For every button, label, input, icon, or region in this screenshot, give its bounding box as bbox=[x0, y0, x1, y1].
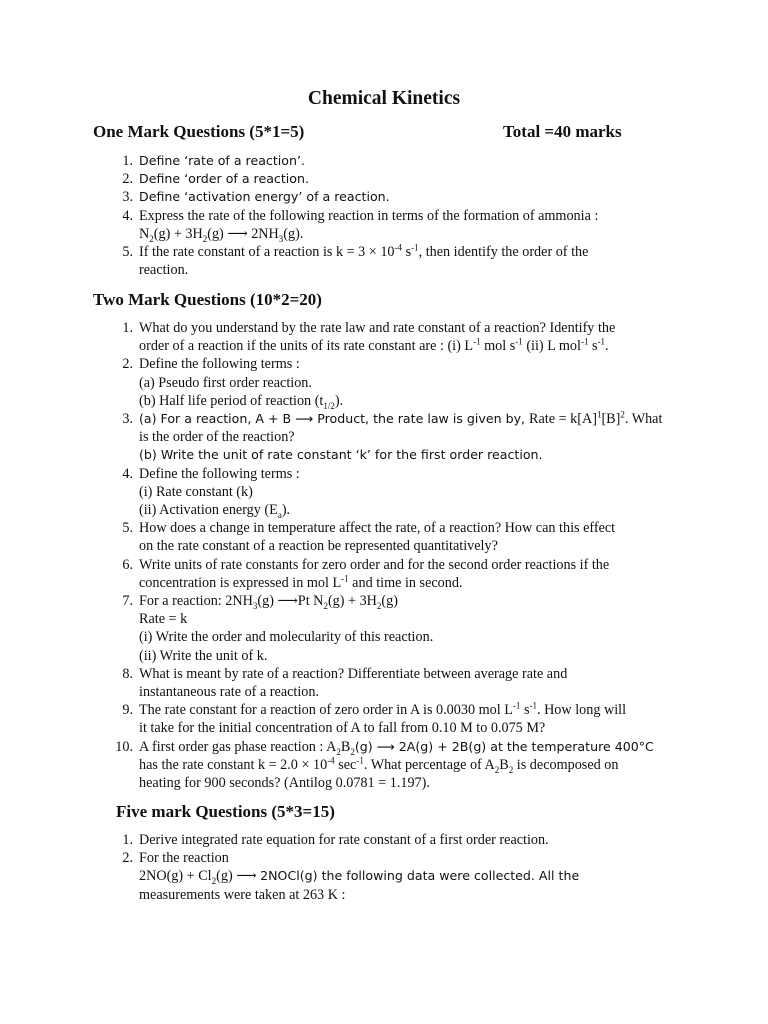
chemical-equation: $N_2(g) + 3H_2(g)$ ⟶ $2NH_3(g)$. bbox=[139, 225, 304, 244]
question-text: concentration is expressed in mol $L^{-1}$ and time in second. bbox=[139, 573, 463, 591]
list-item: 1. Derive integrated rate equation for rate constant of a first order reaction. bbox=[139, 831, 699, 849]
question-text: reaction. bbox=[139, 262, 189, 279]
list-item: 3. Define ‘activation energy’ of a reaction. bbox=[139, 188, 699, 206]
question-text: it take for the initial concentration of A to fall from 0.10 M to 0.075 M? bbox=[139, 720, 546, 737]
question-text: (b) Half life period of reaction $(t_{1/2})$. bbox=[139, 392, 344, 411]
question-text: If the rate constant of a reaction is $k = 3 \times 10^{-4}$ $s^{-1}$, then identify the order of the bbox=[139, 242, 589, 261]
question-text: order of a reaction if the units of its rate constant are : (i) $L^{-1}$ mol $s^{-1}$ (ii) L mol$^{-1}$ $s^{-1}$. bbox=[139, 336, 609, 355]
question-text: Define ‘activation energy’ of a reaction. bbox=[139, 189, 390, 205]
question-text: (i) Write the order and molecularity of this reaction. bbox=[139, 629, 434, 646]
section-heading-five-mark: Five mark Questions (5*3=15) bbox=[116, 802, 335, 821]
question-text: Rate = k bbox=[139, 611, 188, 628]
list-item: 8. What is meant by rate of a reaction? Differentiate between average rate and instantaneous rate of a reaction. bbox=[139, 665, 699, 701]
question-text: (i) Rate constant (k) bbox=[139, 483, 253, 500]
question-text: (ii) Write the unit of k. bbox=[139, 647, 268, 664]
five-mark-question-list bbox=[122, 831, 699, 904]
list-item: 5. How does a change in temperature affect the rate, of a reaction? How can this effect on the rate constant of a reaction be represented quantitatively? bbox=[139, 519, 699, 555]
list-item: 5. If the rate constant of a reaction is $k = 3 \times 10^{-4}$ $s^{-1}$, then identify the order of the reaction. bbox=[139, 243, 699, 279]
question-text: What do you understand by the rate law and rate constant of a reaction? Identify the bbox=[139, 320, 616, 336]
question-text: is the order of the reaction? bbox=[139, 429, 295, 446]
question-text: has the rate constant $k = 2.0 \times 10^{-4}$ $\sec^{-1}$. What percentage of $A_2B_2$ is decomposed on bbox=[139, 755, 619, 775]
question-text: (a) For a reaction, A + B ⟶ Product, the rate law is given by, Rate = $k[A]^1[B]^2$. What bbox=[139, 409, 663, 428]
question-text: The rate constant for a reaction of zero order in A is 0.0030 mol $L^{-1}$ $s^{-1}$. How long will bbox=[139, 700, 627, 719]
one-mark-question-list bbox=[122, 152, 699, 279]
list-item: 4. Express the rate of the following reaction in terms of the formation of ammonia : $N_2(g) + 3H_2(g)$ ⟶ $2NH_3(g)$. bbox=[139, 207, 699, 243]
question-text: Express the rate of the following reaction in terms of the formation of ammonia : bbox=[139, 207, 599, 224]
question-text: How does a change in temperature affect the rate, of a reaction? How can this effect bbox=[139, 520, 616, 537]
question-text: For the reaction bbox=[139, 850, 229, 867]
question-text: For a reaction: $2NH_3(g)$ ⟶Pt $N_2(g) + 3H_2(g)$ bbox=[139, 593, 398, 611]
list-item: 7. For a reaction: $2NH_3(g)$ ⟶Pt $N_2(g) + 3H_2(g)$ Rate = k (i) Write the order and molecularity of this reaction. (ii) Write the unit of k. bbox=[139, 592, 699, 665]
question-text: Derive integrated rate equation for rate constant of a first order reaction. bbox=[139, 832, 549, 848]
question-text: $2NO(g) + Cl_2(g)$ ⟶ 2NOCl(g) the following data were collected. All the bbox=[139, 868, 580, 887]
section-heading-one-mark: One Mark Questions (5*1=5) bbox=[93, 122, 305, 141]
question-text: (ii) Activation energy $(E_a)$. bbox=[139, 502, 291, 520]
list-item: 3. (a) For a reaction, A + B ⟶ Product, the rate law is given by, Rate = $k[A]^1[B]^2$. What is the order of the reaction? (b) Write the unit of rate constant ‘k’ for the first order reaction. bbox=[139, 410, 699, 465]
total-marks: Total =40 marks bbox=[503, 122, 622, 141]
question-text: A first order gas phase reaction : $A_2B_2(g)$ ⟶ 2A(g) + 2B(g) at the temperature 400°C bbox=[139, 738, 654, 757]
list-item: 2. Define ‘order of a reaction. bbox=[139, 170, 699, 188]
list-item: 2. For the reaction $2NO(g) + Cl_2(g)$ ⟶ 2NOCl(g) the following data were collected. All the measurements were taken at 263 K : bbox=[139, 849, 699, 904]
list-item: 2. Define the following terms : (a) Pseudo first order reaction. (b) Half life period of reaction $(t_{1/2})$. bbox=[139, 355, 699, 410]
question-text: Define ‘order of a reaction. bbox=[139, 171, 309, 187]
two-mark-question-list bbox=[115, 319, 699, 792]
question-text: Write units of rate constants for zero order and for the second order reactions if the bbox=[139, 556, 610, 573]
question-text: What is meant by rate of a reaction? Differentiate between average rate and bbox=[139, 665, 568, 682]
question-text: (b) Write the unit of rate constant ‘k’ for the first order reaction. bbox=[139, 447, 543, 463]
section-heading-two-mark: Two Mark Questions (10*2=20) bbox=[93, 290, 322, 309]
list-item: 1. Define ‘rate of a reaction’. bbox=[139, 152, 699, 170]
list-item: 6. Write units of rate constants for zero order and for the second order reactions if the concentration is expressed in mol $L^{-1}$ and time in second. bbox=[139, 556, 699, 592]
question-text: heating for 900 seconds? (Antilog 0.0781 = 1.197). bbox=[139, 775, 430, 792]
question-text: measurements were taken at 263 K : bbox=[139, 886, 346, 903]
question-text: (a) Pseudo first order reaction. bbox=[139, 374, 312, 391]
document-title: Chemical Kinetics bbox=[307, 88, 461, 109]
list-item: 9. The rate constant for a reaction of zero order in A is 0.0030 mol $L^{-1}$ $s^{-1}$. How long will it take for the initial concentration of A to fall from 0.10 M to 0.075 M? bbox=[139, 701, 699, 737]
list-item: 4. Define the following terms : (i) Rate constant (k) (ii) Activation energy $(E_a)$. bbox=[139, 465, 699, 520]
list-item: 10. A first order gas phase reaction : $A_2B_2(g)$ ⟶ 2A(g) + 2B(g) at the temperature 400°C has the rate constant $k = 2.0 \times 10^{-4}$ $\sec^{-1}$. What percentage of $A_2B_2$ is decomposed on heating for 900 seconds? (Antilog 0.0781 = 1.197). bbox=[139, 738, 699, 793]
question-text: Define ‘rate of a reaction’. bbox=[139, 153, 305, 168]
question-text: instantaneous rate of a reaction. bbox=[139, 684, 320, 701]
question-text: on the rate constant of a reaction be represented quantitatively? bbox=[139, 538, 498, 555]
question-text: Define the following terms : bbox=[139, 356, 300, 373]
question-text: Define the following terms : bbox=[139, 465, 300, 482]
list-item: 1. What do you understand by the rate law and rate constant of a reaction? Identify the order of a reaction if the units of its rate constant are : (i) $L^{-1}$ mol $s^{-1}$ (ii) L mol$^{-1}$ $s^{-1}$. bbox=[139, 319, 699, 355]
